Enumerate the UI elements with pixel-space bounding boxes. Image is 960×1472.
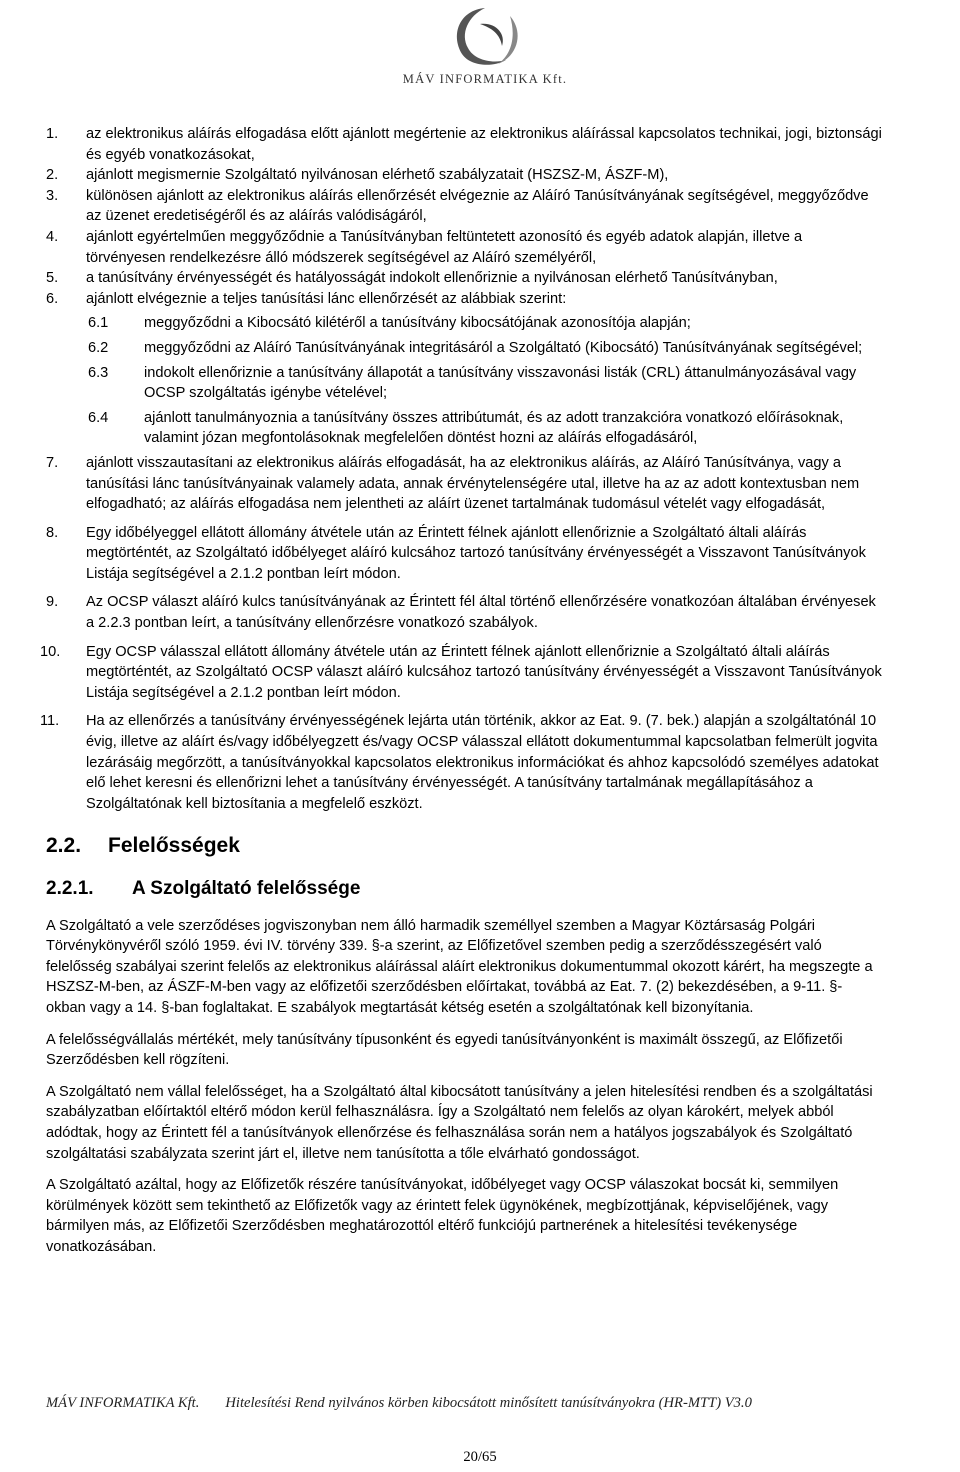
sublist-text: ajánlott tanulmányoznia a tanúsítvány összes attribútumát, és az adott tranzakcióra vonatkozó előírásoknak, valamint józan megfontolásoknak megfelelően döntést hozni az aláírás elfogadásáról, <box>144 409 844 447</box>
footer-document-title: Hitelesítési Rend nyilvános körben kibocsátott minősített tanúsítványokra (HR-MTT) V3.0 <box>225 1395 752 1411</box>
logo-swirl-icon <box>440 4 530 70</box>
sublist-number: 6.2 <box>88 339 109 356</box>
list-item <box>40 642 882 704</box>
sublist-item <box>46 313 882 334</box>
list-number: 8. <box>46 524 59 541</box>
list-item <box>46 268 882 289</box>
list-text: ajánlott megismernie Szolgáltató nyilvánosan elérhető szabályzatait (HSZSZ-M, ÁSZF-M), <box>86 167 669 184</box>
list-item <box>46 124 882 165</box>
list-number: 9. <box>46 594 59 611</box>
spacer <box>46 584 882 592</box>
paragraph: A Szolgáltató azáltal, hogy az Előfizetők részére tanúsítványokat, időbélyeget vagy OCSP válaszokat bocsát ki, semmilyen körülmények között sem tekinthető az Előfizetők vagy az érintett felek ügynökének, megbízottjának, képviselőjének, vagy bármilyen más, az Előfizetői Szerződésben meghatározottól eltérő funkciójú partnerének a hitelesítési tevékenysége vonatkozásában. <box>46 1177 839 1255</box>
subsection-heading <box>46 879 882 900</box>
paragraph: A felelősségvállalás mértékét, mely tanúsítvány típusonként és egyedi tanúsítványonként is maximált összegű, az Előfizetői Szerződésben kell rögzíteni. <box>46 1031 843 1069</box>
list-number: 6. <box>46 290 59 307</box>
list-text: a tanúsítvány érvényességét és hatályosságát indokolt ellenőriznie a nyilvánosan elérhető Tanúsítványban, <box>86 270 778 287</box>
section-heading <box>46 836 882 857</box>
list-item <box>46 165 882 186</box>
spacer <box>46 515 882 523</box>
recommendation-list <box>40 124 882 814</box>
sublist-number: 6.3 <box>88 364 109 381</box>
paragraph: A Szolgáltató nem vállal felelősséget, ha a Szolgáltató által kibocsátott tanúsítvány a jelen hitelesítési rendben és a szolgáltatási szabályzatban előírtaktól eltérő módon kerül felhasználásra. Így a Szolgáltató nem felelős az olyan károkért, melyek abból adódtak, hogy az Érintett fél a tanúsítványok ellenőrzése és felhasználása során nem a hatályos jogszabályok és Szolgáltató szolgáltatási szabályzata szerint járt el, illetve nem tanúsította a tőle elvárható gondosságot. <box>46 1083 873 1162</box>
page-footer <box>46 1395 931 1412</box>
list-text: Az OCSP választ aláíró kulcs tanúsítványának az Érintett fél által történő ellenőrzésére vonatkozóan általában érvényesek a 2.2.3 pontban leírt, a tanúsítvány ellenőrzésre vonatkozó szabályok. <box>86 594 876 632</box>
list-number: 7. <box>46 454 59 471</box>
list-text: Ha az ellenőrzés a tanúsítvány érvényességének lejárta után történik, akkor az Eat. 9. (7. bek.) alapján a szolgáltatónál 10 évig, illetve az aláírt és/vagy időbélyegzett és/vagy OCSP válasszal ellátott dokumentummal kapcsolatban felmerült jogvita lezárásáig megőrzött, a tanúsítványokkal kapcsolatos elektronikus információkat és ahhoz kapcsolódó személyes adatokat elő lehet keresni és ellenőrizni lehet a tanúsítvány érvényességét. A tanúsítvány tartalmának megállapításához a Szolgáltatónak kell biztosítania a megfelelő eszközt. <box>86 713 879 812</box>
logo-text: MÁV INFORMATIKA Kft. <box>402 72 568 86</box>
list-text: ajánlott visszautasítani az elektronikus aláírás elfogadását, ha az elektronikus aláírás, az Aláíró Tanúsítványa, vagy a tanúsítási lánc tanúsítványainak valamely adata, annak érvénytelenségére utal, illetve ha az az adott kontextusban nem elfogadható; az aláírás elfogadása nem jelentheti az aláírt üzenet tartalmának tudomásul vételét vagy elfogadását, <box>86 454 860 513</box>
list-text: Egy OCSP válasszal ellátott állomány átvétele után az Érintett félnek ajánlott ellenőriznie a Szolgáltató általi aláírás megtörténtét, az Szolgáltató OCSP választ aláíró kulcsához tartozó tanúsítvány érvényességét a Visszavont Tanúsítványok Listája segítségével a 2.1.2 pontban leírt módon. <box>86 643 882 701</box>
sublist-text: meggyőződni az Aláíró Tanúsítványának integritásáról a Szolgáltató (Kibocsátó) Tanúsítványának segítségével; <box>144 339 863 356</box>
list-item <box>46 186 882 227</box>
list-number: 5. <box>46 270 59 287</box>
list-item <box>46 453 882 515</box>
subsection-title: A Szolgáltató felelőssége <box>132 878 361 899</box>
list-item <box>46 289 882 310</box>
list-item <box>46 523 882 585</box>
list-number: 10. <box>40 643 61 660</box>
list-item <box>40 711 882 814</box>
paragraph: A Szolgáltató a vele szerződéses jogviszonyban nem álló harmadik személlyel szemben a Magyar Köztársaság Polgári Törvénykönyvéről szóló 1959. évi IV. törvény 339. §-a szerint, az Előfizetővel szemben pedig a szerződésszegésért való felelősség szabályai szerint felelős az elektronikus aláírással aláírt elektronikus dokumentummal okozott kárért, ha megszegte a HSZSZ-M-ben, az ÁSZF-M-ben vagy az előfizetői szerződésben előírtakat, továbbá az Eat. 7. (2) bekezdésében, a 9-11. §-okban vagy a 14. §-ban foglaltakat. E szabályok megtartását kétség esetén a szolgáltatónak kell bizonyítania. <box>46 917 873 1016</box>
list-text: az elektronikus aláírás elfogadása előtt ajánlott megértenie az elektronikus aláírással kapcsolatos technikai, jogi, biztonsági és egyéb vonatkozásokat, <box>86 126 882 163</box>
footer-company: MÁV INFORMATIKA Kft. <box>46 1395 200 1411</box>
list-item <box>46 227 882 268</box>
list-number: 2. <box>46 167 59 184</box>
list-number: 1. <box>46 126 59 142</box>
list-text: különösen ajánlott az elektronikus aláírás ellenőrzését elvégeznie az Aláíró Tanúsítványának segítségével, meggyőződve az üzenet eredetiségéről és az aláírás valódiságáról, <box>86 187 869 225</box>
list-number: 11. <box>40 713 60 730</box>
spacer <box>46 634 882 642</box>
document-body <box>40 124 882 1258</box>
sublist-number: 6.4 <box>88 409 109 426</box>
section-title: Felelősségek <box>108 834 240 858</box>
sublist-item <box>46 408 882 449</box>
page-number: 20/65 <box>463 1449 497 1465</box>
sublist-text: indokolt ellenőriznie a tanúsítvány állapotát a tanúsítvány visszavonási listák (CRL) áttanulmányozásával vagy OCSP szolgáltatás igénybe vételével; <box>144 364 857 402</box>
list-number: 4. <box>46 228 59 245</box>
list-number: 3. <box>46 187 59 204</box>
paragraphs <box>46 916 882 1258</box>
sublist-item <box>46 363 882 404</box>
list-text: Egy időbélyeggel ellátott állomány átvétele után az Érintett félnek ajánlott ellenőriznie a Szolgáltató általi aláírás megtörténtét, az Szolgáltató időbélyeget aláíró kulcsához tartozó tanúsítvány érvényességét a Visszavont Tanúsítványok Listája segítségével a 2.1.2 pontban leírt módon. <box>86 524 866 582</box>
sublist-number: 6.1 <box>88 315 109 332</box>
subsection-number: 2.2.1. <box>46 878 94 899</box>
list-item <box>46 592 882 633</box>
company-logo <box>400 4 570 94</box>
sublist-item <box>46 338 882 359</box>
list-text: ajánlott egyértelműen meggyőződnie a Tanúsítványban feltüntetett azonosító és egyéb adatok alapján, illetve a törvényesen rendelkezésre álló módszerek segítségével az Aláíró személyéről, <box>86 228 803 266</box>
sublist-text: meggyőződni a Kibocsátó kilétéről a tanúsítvány kibocsátójának azonosítója alapján; <box>144 315 691 332</box>
section-number: 2.2. <box>46 834 82 858</box>
list-text: ajánlott elvégeznie a teljes tanúsítási lánc ellenőrzését az alábbiak szerint: <box>86 290 567 307</box>
spacer <box>46 703 882 711</box>
